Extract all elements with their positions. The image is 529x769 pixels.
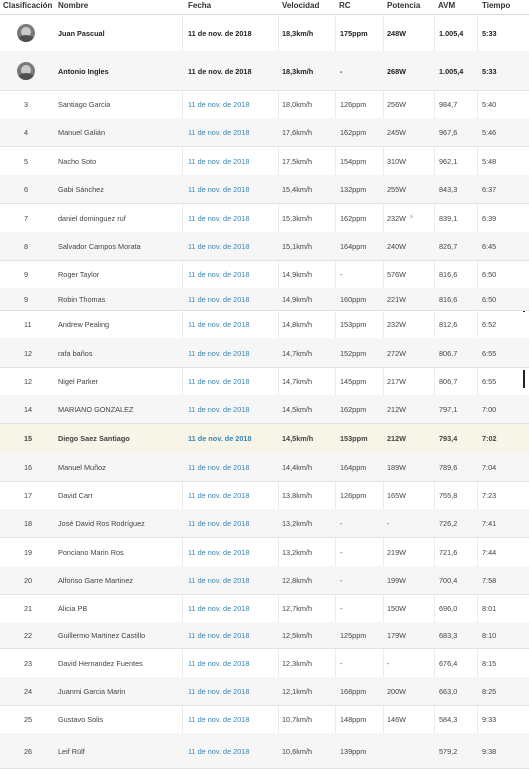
time-cell: 6:50 (482, 270, 497, 279)
name-cell[interactable]: David Hernandez Fuentes (58, 659, 143, 668)
heart-rate-cell: 164ppm (340, 242, 367, 251)
date-cell[interactable]: 11 de nov. de 2018 (188, 185, 250, 194)
avm-cell: 816,6 (439, 295, 458, 304)
power-cell: 179W (387, 631, 407, 640)
table-row[interactable] (0, 395, 529, 424)
heart-rate-cell: 126ppm (340, 491, 367, 500)
power-cell: 240W (387, 242, 407, 251)
table-row[interactable] (0, 622, 529, 649)
speed-cell: 13,2km/h (282, 519, 313, 528)
speed-cell: 13,2km/h (282, 548, 313, 557)
name-cell[interactable]: Gustavo Solis (58, 715, 104, 724)
name-cell[interactable]: Nacho Soto (58, 157, 97, 166)
table-row[interactable] (0, 146, 529, 176)
rank-cell: 26 (24, 747, 33, 756)
time-cell: 6:50 (482, 295, 497, 304)
heart-rate-cell: 175ppm (340, 29, 368, 38)
date-cell[interactable]: 11 de nov. de 2018 (188, 270, 250, 279)
name-cell[interactable]: José David Ros Rodríguez (58, 519, 145, 528)
time-cell: 7:00 (482, 405, 497, 414)
rank-cell: 9 (24, 295, 29, 304)
table-row[interactable] (0, 14, 529, 52)
rank-cell: 22 (24, 631, 33, 640)
heart-rate-cell: - (340, 659, 343, 668)
name-cell[interactable]: Diego Saez Santiago (58, 434, 130, 443)
avm-cell: 683,3 (439, 631, 458, 640)
date-cell[interactable]: 11 de nov. de 2018 (188, 491, 250, 500)
avm-cell: 663,0 (439, 687, 458, 696)
table-row[interactable] (0, 175, 529, 204)
table-row[interactable] (0, 203, 529, 233)
avm-cell: 806,7 (439, 349, 458, 358)
avm-cell: 676,4 (439, 659, 458, 668)
rank-cell: 14 (24, 405, 33, 414)
power-cell: 272W (387, 349, 407, 358)
power-cell: 248W (387, 29, 407, 38)
speed-cell: 14,9km/h (282, 270, 313, 279)
date-cell[interactable]: 11 de nov. de 2018 (188, 320, 250, 329)
avm-cell: 1.005,4 (439, 67, 464, 76)
heart-rate-cell: 160ppm (340, 295, 367, 304)
power-cell: 219W (387, 548, 407, 557)
table-row[interactable] (0, 118, 529, 147)
rank-cell: 12 (24, 349, 33, 358)
rank-cell: 18 (24, 519, 33, 528)
power-cell: 256W (387, 100, 407, 109)
name-cell[interactable]: Andrew Pealing (58, 320, 110, 329)
name-cell[interactable]: Guillermo Martinez Castillo (58, 631, 146, 640)
power-cell: 255W (387, 185, 407, 194)
table-row[interactable] (0, 594, 529, 623)
heart-rate-cell: 162ppm (340, 128, 367, 137)
date-cell[interactable]: 11 de nov. de 2018 (188, 405, 250, 414)
name-cell[interactable]: Santiago Garcia (58, 100, 111, 109)
date-cell[interactable]: 11 de nov. de 2018 (188, 67, 252, 76)
time-cell: 8:10 (482, 631, 497, 640)
rank-cell: 11 (24, 320, 32, 329)
avm-cell: 721,6 (439, 548, 458, 557)
date-cell[interactable]: 11 de nov. de 2018 (188, 157, 250, 166)
date-cell[interactable]: 11 de nov. de 2018 (188, 715, 250, 724)
speed-cell: 12,7km/h (282, 604, 313, 613)
name-cell[interactable]: Juan Pascual (58, 29, 105, 38)
power-cell: 146W (387, 715, 407, 724)
heart-rate-cell: 152ppm (340, 349, 367, 358)
avm-cell: 700,4 (439, 576, 458, 585)
table-row[interactable] (0, 537, 529, 567)
date-cell[interactable]: 11 de nov. de 2018 (188, 659, 250, 668)
table-row[interactable] (0, 310, 529, 339)
time-cell: 6:39 (482, 214, 497, 223)
rank-cell: 3 (24, 100, 29, 109)
table-row[interactable] (0, 481, 529, 510)
heart-rate-cell: - (340, 548, 343, 557)
avm-cell: 584,3 (439, 715, 458, 724)
name-cell[interactable]: David Carr (58, 491, 93, 500)
date-cell[interactable]: 11 de nov. de 2018 (188, 29, 252, 38)
name-cell[interactable]: Antonio Ingles (58, 67, 109, 76)
speed-cell: 14,7km/h (282, 349, 313, 358)
avm-cell: 843,3 (439, 185, 458, 194)
time-cell: 5:48 (482, 157, 497, 166)
table-row[interactable] (0, 677, 529, 706)
heart-rate-cell: 168ppm (340, 687, 367, 696)
date-cell[interactable]: 11 de nov. de 2018 (188, 519, 250, 528)
heart-rate-cell: 162ppm (340, 214, 367, 223)
heart-rate-cell: - (340, 576, 343, 585)
header-power[interactable]: Potencia (387, 1, 421, 10)
table-row[interactable] (0, 338, 529, 368)
time-cell: 8:15 (482, 659, 497, 668)
time-cell: 6:45 (482, 242, 497, 251)
name-cell[interactable]: Alicia PB (58, 604, 88, 613)
rank-cell: 9 (24, 270, 29, 279)
avm-cell: 793,4 (439, 434, 458, 443)
table-row[interactable] (0, 90, 529, 119)
time-cell: 6:37 (482, 185, 497, 194)
time-cell: 7:41 (482, 519, 497, 528)
date-cell[interactable]: 11 de nov. de 2018 (188, 349, 250, 358)
rank-cell: 15 (24, 434, 33, 443)
power-cell: 200W (387, 687, 407, 696)
speed-cell: 14,5km/h (282, 434, 314, 443)
speed-cell: 15,4km/h (282, 185, 313, 194)
speed-cell: 14,5km/h (282, 405, 313, 414)
avm-cell: 962,1 (439, 157, 458, 166)
power-cell: 268W (387, 67, 407, 76)
speed-cell: 14,9km/h (282, 295, 313, 304)
speed-cell: 18,3km/h (282, 29, 314, 38)
header-heart-rate[interactable]: RC (339, 1, 351, 10)
power-cell: 221W (387, 295, 407, 304)
power-cell: 232W (387, 320, 407, 329)
time-cell: 6:55 (482, 349, 497, 358)
power-cell: 232W (387, 214, 407, 223)
avm-cell: 726,2 (439, 519, 458, 528)
date-cell[interactable]: 11 de nov. de 2018 (188, 747, 250, 756)
heart-rate-cell: 125ppm (340, 631, 367, 640)
header-avm[interactable]: AVM (438, 1, 456, 10)
time-cell: 6:55 (482, 377, 497, 386)
date-cell[interactable]: 11 de nov. de 2018 (188, 100, 250, 109)
rank-cell: 6 (24, 185, 29, 194)
speed-cell: 12,1km/h (282, 687, 313, 696)
time-cell: 7:04 (482, 463, 497, 472)
heart-rate-cell: 153ppm (340, 434, 368, 443)
power-cell: 212W (387, 434, 407, 443)
power-cell: - (387, 519, 390, 528)
table-row[interactable] (0, 566, 529, 595)
speed-cell: 14,4km/h (282, 463, 313, 472)
power-cell: 310W (387, 157, 407, 166)
speed-cell: 15,1km/h (282, 242, 313, 251)
avm-cell: 797,1 (439, 405, 458, 414)
table-row[interactable] (0, 705, 529, 734)
rank-cell: 8 (24, 242, 29, 251)
speed-cell: 14,7km/h (282, 377, 313, 386)
table-header (0, 0, 529, 15)
avm-cell: 1.005,4 (439, 29, 464, 38)
heart-rate-cell: 148ppm (340, 715, 367, 724)
heart-rate-cell: - (340, 270, 343, 279)
table-row[interactable] (0, 288, 529, 311)
avm-cell: 755,8 (439, 491, 458, 500)
header-speed[interactable]: Velocidad (282, 1, 320, 10)
time-cell: 7:02 (482, 434, 497, 443)
heart-rate-cell: 153ppm (340, 320, 367, 329)
rank-cell: 20 (24, 576, 33, 585)
rank-cell: 25 (24, 715, 33, 724)
time-cell: 9:38 (482, 747, 497, 756)
rank-cell: 19 (24, 548, 33, 557)
name-cell[interactable]: daniel dominguez ruf (58, 214, 126, 223)
avm-cell: 816,6 (439, 270, 458, 279)
power-cell: - (387, 659, 390, 668)
speed-cell: 17,6km/h (282, 128, 313, 137)
power-cell: 212W (387, 405, 407, 414)
avm-cell: 696,0 (439, 604, 458, 613)
speed-cell: 13,8km/h (282, 491, 313, 500)
name-cell[interactable]: Manuel Galián (58, 128, 106, 137)
time-cell: 8:25 (482, 687, 497, 696)
date-cell[interactable]: 11 de nov. de 2018 (188, 214, 250, 223)
power-cell: 150W (387, 604, 407, 613)
name-cell[interactable]: Alfonso Garre Martinez (58, 576, 134, 585)
name-cell[interactable]: MARIANO GONZALEZ (58, 405, 134, 414)
time-cell: 7:58 (482, 576, 497, 585)
avm-cell: 806,7 (439, 377, 458, 386)
heart-rate-cell: 162ppm (340, 405, 367, 414)
speed-cell: 12,8km/h (282, 576, 313, 585)
speed-cell: 18,0km/h (282, 100, 313, 109)
speed-cell: 12,5km/h (282, 631, 313, 640)
rank-cell: 12 (24, 377, 33, 386)
date-cell[interactable]: 11 de nov. de 2018 (188, 687, 250, 696)
speed-cell: 10,6km/h (282, 747, 313, 756)
table-row[interactable] (0, 367, 529, 396)
time-cell: 9:33 (482, 715, 497, 724)
heart-rate-cell: - (340, 67, 343, 76)
avm-cell: 789,6 (439, 463, 458, 472)
table-row[interactable] (0, 260, 529, 289)
heart-rate-cell: - (340, 604, 343, 613)
avm-cell: 839,1 (439, 214, 458, 223)
speed-cell: 17,5km/h (282, 157, 313, 166)
name-cell[interactable]: Gabi Sánchez (58, 185, 104, 194)
time-cell: 6:52 (482, 320, 497, 329)
date-cell[interactable]: 11 de nov. de 2018 (188, 631, 250, 640)
date-cell[interactable]: 11 de nov. de 2018 (188, 295, 250, 304)
heart-rate-cell: 145ppm (340, 377, 367, 386)
heart-rate-cell: - (340, 519, 343, 528)
date-cell[interactable]: 11 de nov. de 2018 (188, 128, 250, 137)
table-row[interactable] (0, 51, 529, 91)
power-cell: 199W (387, 576, 407, 585)
time-cell: 7:44 (482, 548, 497, 557)
date-cell[interactable]: 11 de nov. de 2018 (188, 604, 250, 613)
name-cell[interactable]: rafa baños (58, 349, 93, 358)
heart-rate-cell: 154ppm (340, 157, 367, 166)
time-cell: 5:46 (482, 128, 497, 137)
avm-cell: 579,2 (439, 747, 458, 756)
table-row[interactable] (0, 424, 529, 453)
date-cell[interactable]: 11 de nov. de 2018 (188, 463, 250, 472)
date-cell[interactable]: 11 de nov. de 2018 (188, 576, 250, 585)
speed-cell: 10,7km/h (282, 715, 313, 724)
date-cell[interactable]: 11 de nov. de 2018 (188, 242, 250, 251)
rank-cell: 4 (24, 128, 29, 137)
name-cell[interactable]: Nigel Parker (58, 377, 99, 386)
date-cell[interactable]: 11 de nov. de 2018 (188, 434, 252, 443)
name-cell[interactable]: Juanmi Garcia Marin (58, 687, 126, 696)
table-row[interactable] (0, 733, 529, 769)
rank-cell: 17 (24, 491, 33, 500)
date-cell[interactable]: 11 de nov. de 2018 (188, 377, 250, 386)
speed-cell: 14,8km/h (282, 320, 313, 329)
power-cell: 165W (387, 491, 407, 500)
avatar[interactable] (17, 62, 35, 80)
name-cell[interactable]: Robin Thomas (58, 295, 106, 304)
heart-rate-cell: 132ppm (340, 185, 367, 194)
time-cell: 8:01 (482, 604, 497, 613)
rank-cell: 16 (24, 463, 33, 472)
table-row[interactable] (0, 232, 529, 261)
rank-cell: 5 (24, 157, 29, 166)
power-cell: 217W (387, 377, 407, 386)
speed-cell: 12,3km/h (282, 659, 313, 668)
power-cell: 576W (387, 270, 407, 279)
header-date[interactable]: Fecha (188, 1, 212, 10)
power-cell: 245W (387, 128, 407, 137)
avm-cell: 826,7 (439, 242, 458, 251)
name-cell[interactable]: Salvador Campos Morata (58, 242, 141, 251)
power-cell: 189W (387, 463, 407, 472)
speed-cell: 18,3km/h (282, 67, 314, 76)
name-cell[interactable]: Manuel Muñoz (58, 463, 106, 472)
time-cell: 5:40 (482, 100, 497, 109)
heart-rate-cell: 164ppm (340, 463, 367, 472)
table-row[interactable] (0, 452, 529, 482)
name-cell[interactable]: Ponciano Marin Ros (58, 548, 124, 557)
time-cell: 7:23 (482, 491, 497, 500)
rank-cell: 23 (24, 659, 33, 668)
header-time[interactable]: Tiempo (482, 1, 511, 10)
speed-cell: 15,3km/h (282, 214, 313, 223)
time-cell: 5:33 (482, 67, 497, 76)
rank-cell: 21 (24, 604, 33, 613)
header-rank[interactable]: Clasificación (3, 1, 53, 10)
avm-cell: 967,6 (439, 128, 458, 137)
avm-cell: 812,6 (439, 320, 458, 329)
name-cell[interactable]: Leif Rülf (58, 747, 85, 756)
heart-rate-cell: 139ppm (340, 747, 367, 756)
name-cell[interactable]: Roger Taylor (58, 270, 100, 279)
heart-rate-cell: 126ppm (340, 100, 367, 109)
flag-icon[interactable]: ⚡ (409, 214, 414, 221)
date-cell[interactable]: 11 de nov. de 2018 (188, 548, 250, 557)
time-cell: 5:33 (482, 29, 497, 38)
table-row[interactable] (0, 509, 529, 538)
avm-cell: 984,7 (439, 100, 458, 109)
header-name[interactable]: Nombre (58, 1, 89, 10)
rank-cell: 7 (24, 214, 29, 223)
rank-cell: 24 (24, 687, 33, 696)
table-row[interactable] (0, 648, 529, 678)
avatar[interactable] (17, 24, 35, 42)
